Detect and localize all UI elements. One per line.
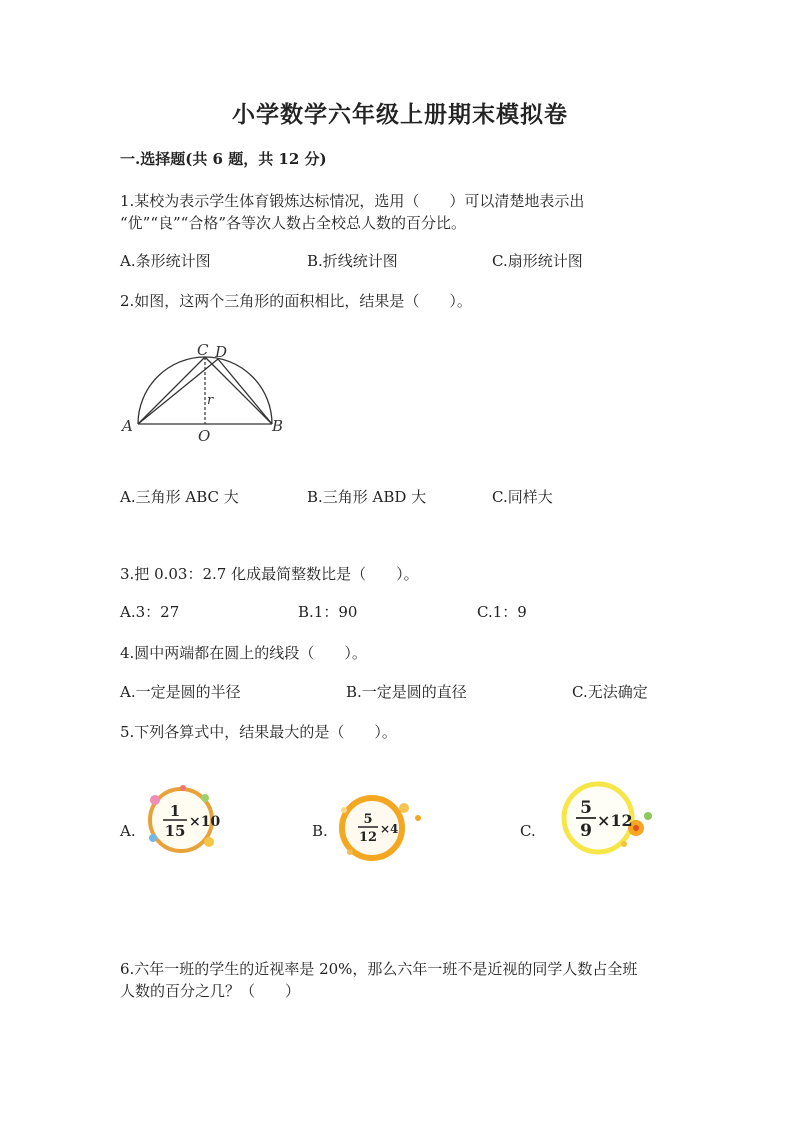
- question-2-option-b: B.三角形 ABD 大: [307, 488, 427, 506]
- flower-decoration-icon: [347, 849, 353, 855]
- expression-c-denominator: 9: [580, 821, 592, 841]
- segment-cb: [205, 357, 272, 424]
- label-b: B: [272, 417, 284, 435]
- segment-ad: [138, 359, 218, 424]
- expression-b-badge: [330, 790, 430, 862]
- question-1-line-1: 1.某校为表示学生体育锻炼达标情况，选用（ ）可以清楚地表示出: [120, 192, 585, 210]
- semicircle-triangle-figure: [118, 338, 293, 446]
- expression-a-multiplier: ×10: [189, 814, 221, 830]
- question-4-line-1: 4.圆中两端都在圆上的线段（ ）。: [120, 644, 367, 662]
- flower-center-icon: [633, 825, 639, 831]
- leaf-decoration-icon: [201, 794, 209, 802]
- page-title: 小学数学六年级上册期末模拟卷: [232, 101, 568, 128]
- expression-b-denominator: 12: [358, 830, 378, 845]
- question-6-line-2: 人数的百分之几？（ ）: [120, 982, 301, 1000]
- expression-c-numerator: 5: [580, 798, 592, 818]
- question-1-option-c: C.扇形统计图: [492, 252, 583, 270]
- question-3-option-b: B.1：90: [298, 603, 358, 621]
- question-3-option-a: A.3：27: [120, 603, 180, 621]
- expression-b-multiplier: ×4: [380, 822, 399, 836]
- flower-decoration-icon: [149, 834, 157, 842]
- question-1-option-a: A.条形统计图: [120, 252, 211, 270]
- expression-a-denominator: 15: [164, 822, 186, 840]
- expression-a-badge: [143, 784, 223, 856]
- expression-c-multiplier: ×12: [597, 811, 633, 830]
- expression-c-badge: [548, 778, 658, 858]
- question-5-option-b: B.: [312, 822, 328, 840]
- segment-ac: [138, 357, 205, 424]
- question-1-line-2: “优”“良”“合格”各等次人数占全校总人数的百分比。: [120, 214, 467, 232]
- label-c: C: [197, 341, 209, 359]
- flower-decoration-icon: [415, 815, 421, 821]
- question-2-option-a: A.三角形 ABC 大: [120, 488, 239, 506]
- expression-a-numerator: 1: [169, 802, 181, 820]
- question-6-line-1: 6.六年一班的学生的近视率是 20%，那么六年一班不是近视的同学人数占全班: [120, 960, 638, 978]
- label-d: D: [215, 343, 228, 361]
- flower-decoration-icon: [150, 795, 160, 805]
- question-5-option-a: A.: [120, 822, 136, 840]
- flower-decoration-icon: [621, 841, 627, 847]
- question-1-option-b: B.折线统计图: [307, 252, 398, 270]
- expression-b-numerator: 5: [363, 812, 373, 827]
- section-heading: 一.选择题(共 6 题，共 12 分): [120, 150, 327, 168]
- flower-decoration-icon: [341, 807, 347, 813]
- question-2-line-1: 2.如图，这两个三角形的面积相比，结果是（ ）。: [120, 292, 472, 310]
- question-2-option-c: C.同样大: [492, 488, 553, 506]
- flower-decoration-icon: [180, 785, 186, 791]
- flower-decoration-icon: [399, 803, 409, 813]
- question-3-option-c: C.1：9: [477, 603, 527, 621]
- question-5-option-c: C.: [520, 822, 536, 840]
- label-r: r: [207, 393, 214, 408]
- label-o: O: [198, 427, 211, 445]
- flower-decoration-icon: [204, 837, 214, 847]
- question-4-option-a: A.一定是圆的半径: [120, 683, 241, 701]
- label-a: A: [122, 417, 133, 435]
- leaf-decoration-icon: [644, 812, 652, 820]
- question-3-line-1: 3.把 0.03：2.7 化成最简整数比是（ ）。: [120, 565, 419, 583]
- question-4-option-b: B.一定是圆的直径: [346, 683, 467, 701]
- question-5-line-1: 5.下列各算式中，结果最大的是（ ）。: [120, 723, 397, 741]
- question-4-option-c: C.无法确定: [572, 683, 648, 701]
